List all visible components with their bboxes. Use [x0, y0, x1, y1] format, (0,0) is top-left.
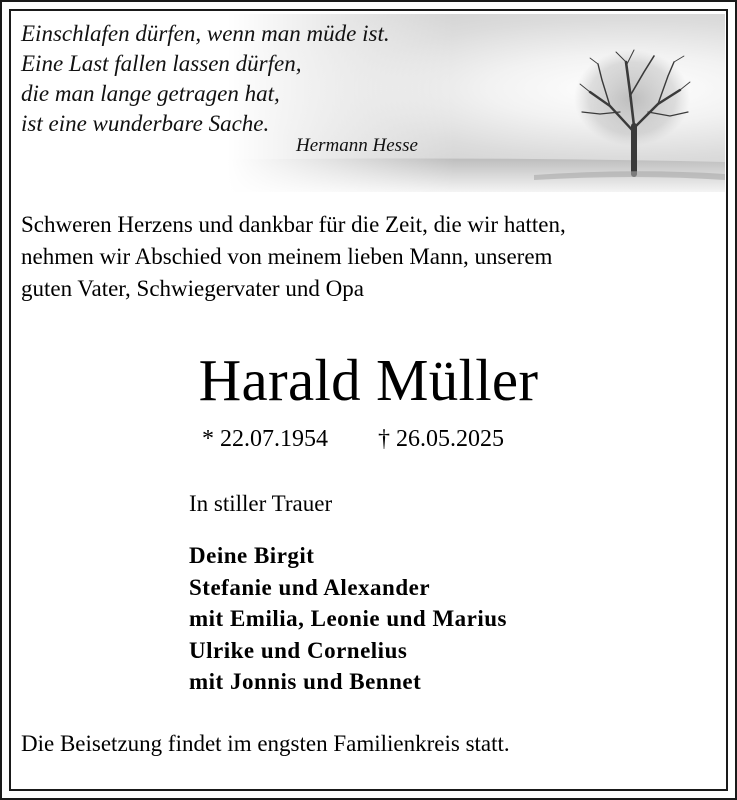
quote-line: Eine Last fallen lassen dürfen, [21, 51, 302, 76]
mourner-line: Ulrike und Cornelius [189, 637, 408, 663]
mourner-line: Deine Birgit [189, 543, 315, 568]
mourning-label: In stiller Trauer [189, 491, 333, 516]
closing-note: Die Beisetzung findet im engsten Familienkreis statt. [21, 731, 510, 756]
life-dates [202, 426, 504, 453]
mourner-line: mit Jonnis und Bennet [189, 669, 422, 694]
mourner-line: mit Emilia, Leonie und Marius [189, 606, 507, 631]
intro-text [21, 209, 566, 305]
quote-author: Hermann Hesse [296, 135, 418, 156]
death-date: † 26.05.2025 [378, 426, 504, 452]
intro-line: nehmen wir Abschied von meinem lieben Mann, unserem [21, 244, 553, 269]
birth-date: * 22.07.1954 [202, 426, 328, 452]
quote [21, 19, 390, 139]
mourners-list [189, 540, 507, 698]
intro-line: Schweren Herzens und dankbar für die Zeit, die wir hatten, [21, 212, 566, 237]
quote-line: Einschlafen dürfen, wenn man müde ist. [21, 21, 390, 46]
deceased-name: Harald Müller [198, 347, 539, 413]
quote-line: ist eine wunderbare Sache. [21, 111, 270, 136]
quote-line: die man lange getragen hat, [21, 81, 280, 106]
mourner-line: Stefanie und Alexander [189, 574, 431, 600]
intro-line: guten Vater, Schwiegervater und Opa [21, 276, 364, 301]
